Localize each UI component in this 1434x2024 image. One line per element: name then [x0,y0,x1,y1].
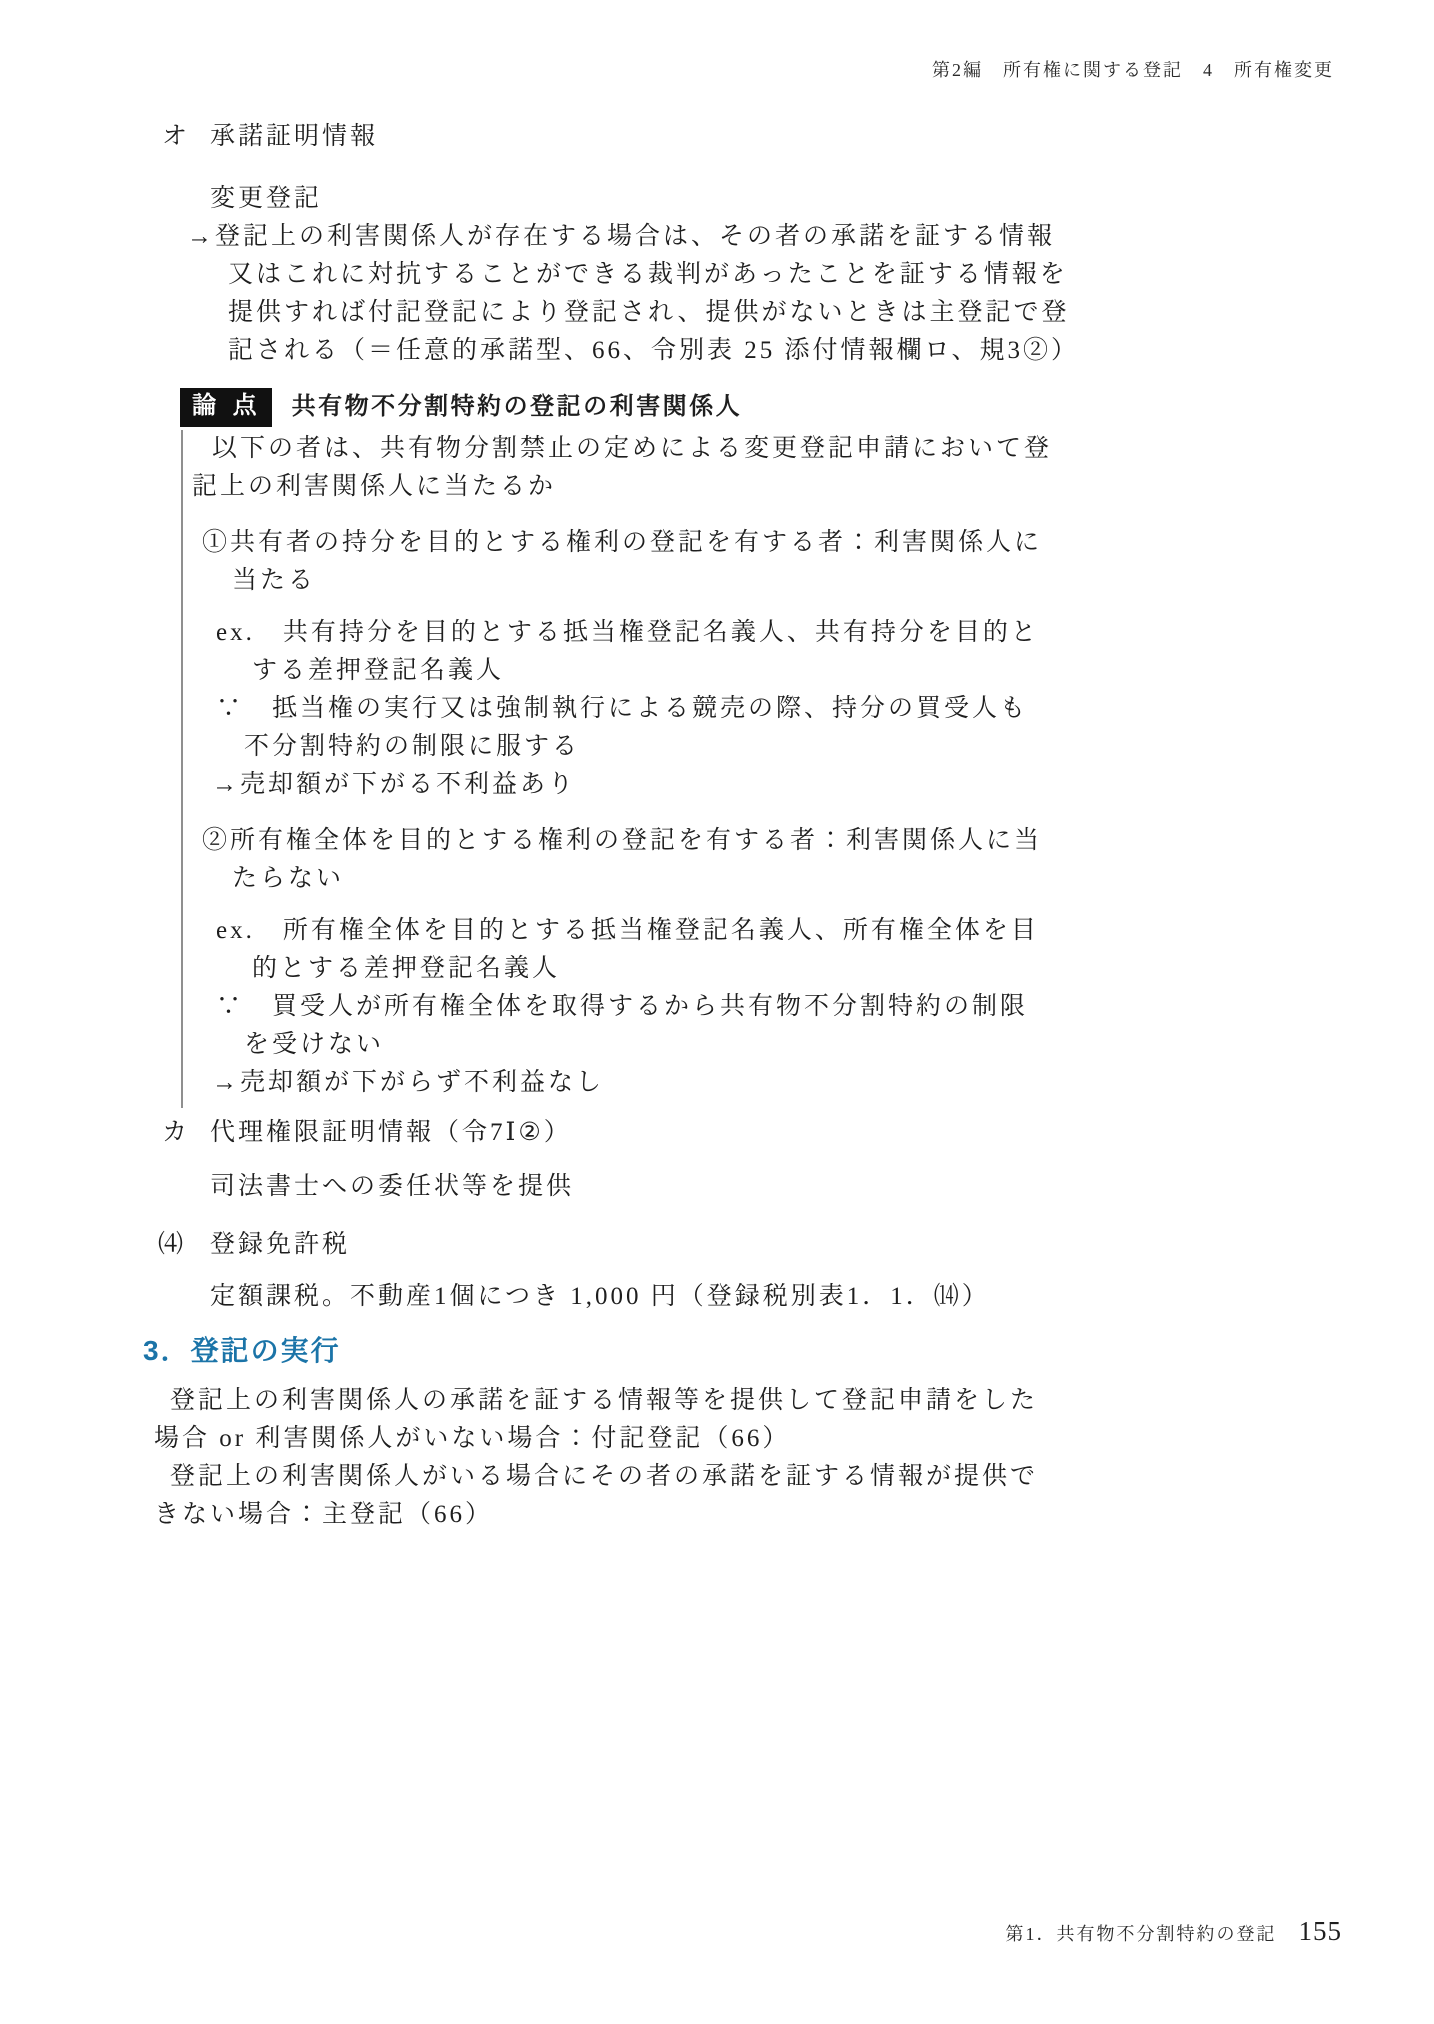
item-ka-label: カ [162,1119,191,1146]
arrow-note-line: 記される（＝任意的承諾型、66、令別表 25 添付情報欄ロ、規3②） [228,337,1080,364]
point1-example-line: する差押登記名義人 [252,657,505,684]
point2-claim-line: ②所有権全体を目的とする権利の登記を有する者：利害関係人に当 [202,827,1043,854]
arrow-note-line: 又はこれに対抗することができる裁判があったことを証する情報を [228,261,1068,288]
point1-reason-line: 不分割特約の制限に服する [244,733,581,760]
point2-example-line: ex. 所有権全体を目的とする抵当権登記名義人、所有権全体を目 [216,917,1039,944]
point1-example [192,614,1170,690]
item-ka-subtitle: 司法書士への委任状等を提供 [210,1173,575,1200]
item-ka-title: 代理権限証明情報（令7Ⅰ②） [210,1119,572,1146]
arrow-note-line: 提供すれば付記登記により登記され、提供がないときは主登記で登 [228,299,1070,326]
section-3-para1-line: 登記上の利害関係人の承諾を証する情報等を提供して登記申請をした [170,1387,1039,1414]
point2-reason-line: を受けない [244,1031,385,1058]
item-o-label: オ [162,123,191,150]
section-3-para2-line: きない場合：主登記（66） [154,1501,494,1528]
item-ka [160,1114,1170,1152]
ronten-badge: 論 点 [180,388,272,427]
point2-reason-line: ∵ 買受人が所有権全体を取得するから共有物不分割特約の制限 [216,993,1029,1020]
running-header: 第2編 所有権に関する登記 4 所有権変更 [932,60,1334,80]
section-3-para1-line: 場合 or 利害関係人がいない場合：付記登記（66） [154,1425,791,1452]
point1-claim-line: ①共有者の持分を目的とする権利の登記を有する者：利害関係人に [202,529,1043,556]
point1-example-line: ex. 共有持分を目的とする抵当権登記名義人、共有持分を目的と [216,619,1039,646]
section-3-para2-line: 登記上の利害関係人がいる場合にその者の承諾を証する情報が提供で [170,1463,1039,1490]
point1-reason-line: ∵ 抵当権の実行又は強制執行による競売の際、持分の買受人も [216,695,1029,722]
point2-example [192,912,1170,988]
item-o-subtitle: 変更登記 [210,185,323,212]
section-3-paragraph-2 [154,1458,1170,1534]
item-4-label: ⑷ [158,1231,187,1258]
point2-reason [192,988,1170,1064]
page-content [143,118,1170,1534]
footer-page-number: 155 [1298,1916,1342,1946]
page-footer [1006,1916,1343,1947]
item-o-title: 承諾証明情報 [210,123,379,150]
item-4 [160,1226,1170,1264]
point1-reason [192,690,1170,766]
ronten-heading: 共有物不分割特約の登記の利害関係人 [291,393,743,420]
point2-example-line: 的とする差押登記名義人 [252,955,561,982]
section-3-paragraph-1 [154,1382,1170,1458]
arrow-note [160,218,1170,370]
item-o [160,118,1170,156]
item-4-title: 登録免許税 [210,1231,351,1258]
point2-claim-line: たらない [232,865,345,892]
point1-claim [192,524,1170,600]
ronten-intro-line: 以下の者は、共有物分割禁止の定めによる変更登記申請において登 [212,435,1053,462]
point1-conclusion: →売却額が下がる不利益あり [212,771,577,798]
section-3-heading: 3．登記の実行 [143,1335,341,1366]
point2-claim [192,822,1170,898]
arrow-note-line: →登記上の利害関係人が存在する場合は、その者の承諾を証する情報 [187,223,1056,250]
point2-conclusion: →売却額が下がらず不利益なし [212,1069,605,1096]
ronten-header [180,384,1170,430]
footer-section-label: 第1．共有物不分割特約の登記 [1005,1924,1277,1944]
ronten-body [181,430,1170,1108]
point1-claim-line: 当たる [232,567,317,594]
ronten-intro-line: 記上の利害関係人に当たるか [192,473,557,500]
item-4-body: 定額課税。不動産1個につき 1,000 円（登録税別表1．1．⒁） [210,1283,990,1310]
